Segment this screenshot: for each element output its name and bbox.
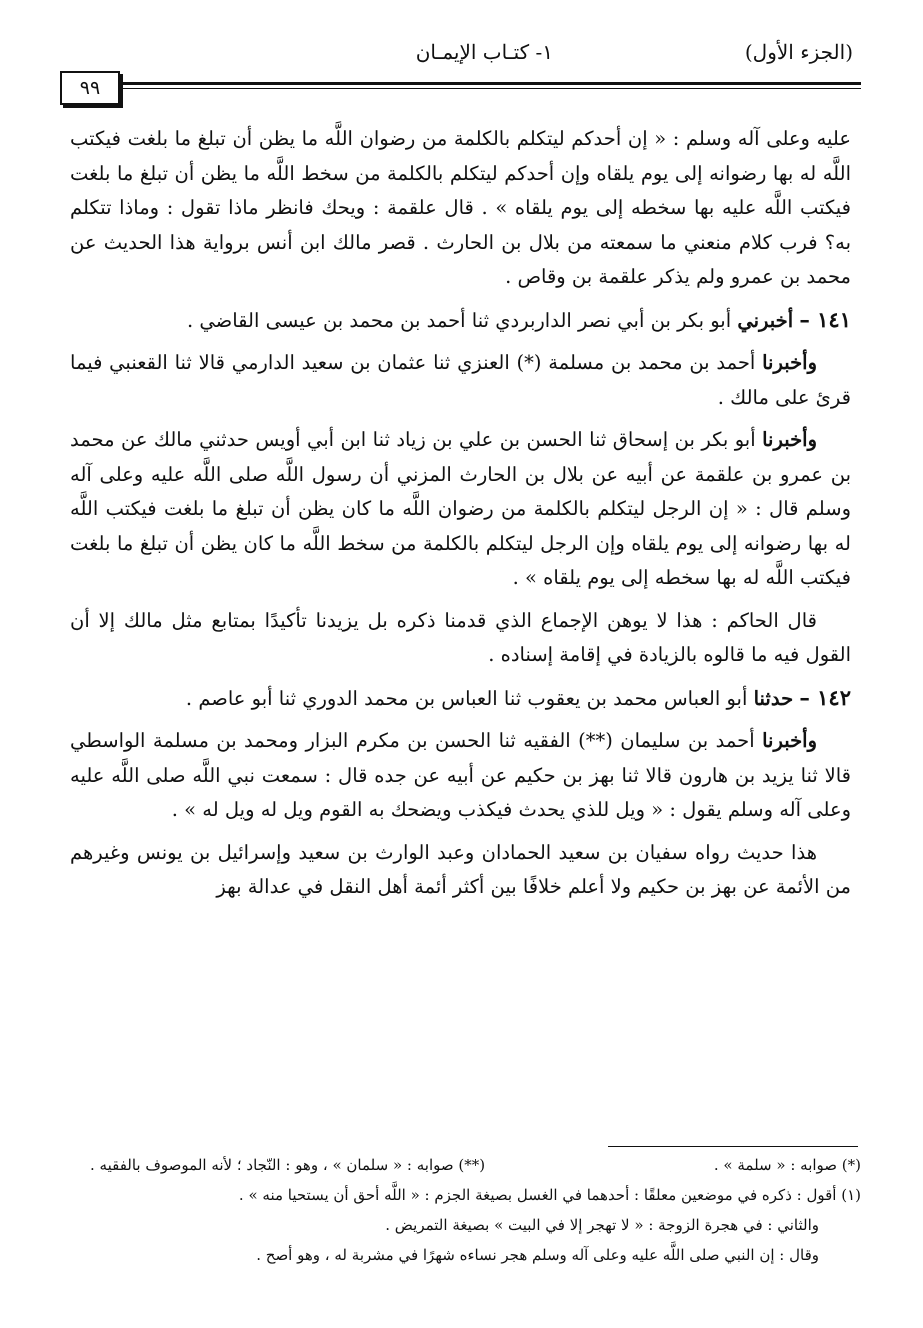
paragraph [70, 836, 851, 905]
hadith-paragraph [70, 303, 851, 339]
hadith-number: ١٤٢ – [799, 684, 851, 710]
narration-lead: أخبرني [737, 308, 794, 332]
paragraph-text: أبو العباس محمد بن يعقوب ثنا العباس بن محمد الدوري ثنا أبو عاصم . [185, 686, 754, 710]
paragraph-text: عليه وعلى آله وسلم : « إن أحدكم ليتكلم بالكلمة من رضوان اللَّه ما يظن أن تبلغ ما بلغت فيكتب اللَّه له بها رضوانه إلى يوم يلقاه وإن أحدكم ليتكلم بالكلمة من سخط اللَّه ما يظن أن تبلغ ما بلغت فيكتب اللَّه عليه بها سخطه إلى يوم يلقاه » . قال علقمة : ويحك فانظر ماذا تقول : وماذا تتكلم به؟ فرب كلام منعني ما سمعته من بلال بن الحارث . قصر مالك ابن أنس برواية هذا الحديث عن محمد بن عمرو ولم يذكر علقمة بن وقاص . [70, 127, 851, 288]
footnotes [90, 1150, 861, 1270]
hadith-paragraph [70, 681, 851, 717]
footnote-continuation: والثاني : في هجرة الزوجة : « لا تهجر إلا في البيت » بصيغة التمريض . [385, 1216, 819, 1234]
running-header [60, 40, 853, 76]
footnote-continuation: وقال : إن النبي صلى اللَّه عليه وعلى آله وسلم هجر نساءه شهرًا في مشربة له ، وهو أصح . [256, 1246, 819, 1264]
paragraph [70, 122, 851, 295]
page-number-box [60, 71, 120, 105]
paragraph-text: أبو بكر بن إسحاق ثنا الحسن بن علي بن زياد ثنا ابن أبي أويس حدثني مالك عن محمد بن عمرو بن علقمة عن أبيه عن بلال بن الحارث المزني أن رسول اللَّه صلى اللَّه عليه وعلى آله وسلم قال : « إن الرجل ليتكلم بالكلمة من رضوان اللَّه ما كان يظن أن تبلغ ما بلغت فيكتب اللَّه له بها رضوانه إلى يوم يلقاه وإن الرجل ليتكلم بالكلمة من سخط اللَّه ما كان يظن أن تبلغ ما بلغت فيكتب اللَّه له بها سخطه إلى يوم يلقاه » . [70, 428, 851, 589]
paragraph [70, 604, 851, 673]
paragraph [70, 724, 851, 828]
main-text [70, 122, 851, 913]
paragraph-text: قال الحاكم : هذا لا يوهن الإجماع الذي قدمنا ذكره بل يزيدنا تأكيدًا بمتابع مثل مالك إلا أن القول فيه ما قالوه بالزيادة في إقامة إسناده . [70, 608, 851, 666]
footnote: (*) صوابه : « سلمة » . [713, 1156, 861, 1174]
volume-label: (الجزء الأول) [744, 40, 853, 64]
chapter-title: ١- كتـاب الإيمـان [415, 40, 553, 64]
page-number: ٩٩ [79, 77, 101, 99]
paragraph-text: أحمد بن سليمان (**) الفقيه ثنا الحسن بن مكرم البزار ومحمد بن مسلمة الواسطي قالا ثنا يزيد بن هارون قالا ثنا بهز بن حكيم عن أبيه عن جده قال : سمعت نبي اللَّه صلى اللَّه عليه وعلى آله وسلم يقول : « ويل للذي يحدث فيكذب ويضحك به القوم ويل له ويل له » . [70, 729, 851, 821]
narration-lead: وأخبرنا [762, 428, 817, 451]
narration-lead: حدثنا [753, 686, 794, 710]
footnote: (١) أقول : ذكره في موضعين معلقًا : أحدهما في الغسل بصيغة الجزم : « اللَّه أحق أن يستحيا منه » . [238, 1186, 861, 1204]
paragraph [70, 423, 851, 596]
footnote-rule [608, 1146, 858, 1147]
paragraph-text: أبو بكر بن أبي نصر الداربردي ثنا أحمد بن محمد بن عيسى القاضي . [187, 308, 738, 332]
hadith-number: ١٤١ – [799, 306, 851, 332]
narration-lead: وأخبرنا [762, 729, 817, 752]
narration-lead: وأخبرنا [762, 351, 817, 374]
footnote-row [90, 1150, 861, 1180]
header-rule [118, 82, 861, 85]
footnote: (**) صوابه : « سلمان » ، وهو : النّجاد ؛ لأنه الموصوف بالفقيه . [90, 1156, 486, 1174]
header-rule-thin [118, 88, 861, 89]
paragraph-text: هذا حديث رواه سفيان بن سعيد الحمادان وعبد الوارث بن سعيد وإسرائيل بن يونس وغيرهم من الأئمة عن بهز بن حكيم ولا أعلم خلافًا بين أكثر أئمة أهل النقل في عدالة بهز [70, 840, 851, 898]
paragraph-text: أحمد بن محمد بن مسلمة (*) العنزي ثنا عثمان بن سعيد الدارمي قالا ثنا القعنبي فيما قرئ على مالك . [70, 351, 851, 409]
paragraph [70, 346, 851, 415]
